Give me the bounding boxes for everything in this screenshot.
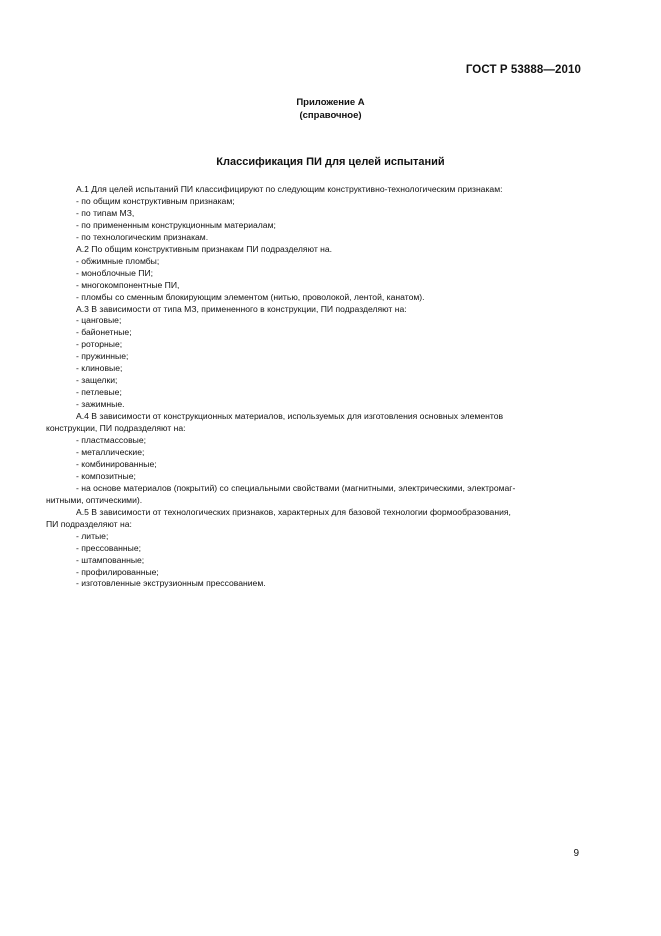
list-item: - роторные; bbox=[76, 339, 123, 350]
list-item: - по примененным конструкционным материалам; bbox=[76, 219, 276, 230]
list-item: - зажимные. bbox=[76, 399, 125, 410]
list-item: - пластмассовые; bbox=[76, 435, 146, 446]
page-number: 9 bbox=[573, 848, 579, 859]
list-item: - штампованные; bbox=[76, 554, 145, 565]
paragraph-line: А.1 Для целей испытаний ПИ классифицируют по следующим конструктивно-технологическим признакам: bbox=[76, 184, 503, 194]
paragraph-line: А.2 По общим конструктивным признакам ПИ подразделяют на. bbox=[76, 243, 333, 254]
paragraph-line: нитными, оптическими). bbox=[46, 494, 143, 505]
list-item: - пружинные; bbox=[76, 351, 129, 362]
annex-status: (справочное) bbox=[299, 110, 362, 121]
paragraph-line: А.5 В зависимости от технологических признаков, характерных для базовой технологии формообразования, bbox=[76, 506, 511, 517]
list-item: - пломбы со сменным блокирующим элементом (нитью, проволокой, лентой, канатом). bbox=[76, 291, 425, 302]
list-item: - композитные; bbox=[76, 470, 136, 481]
list-item: - цанговые; bbox=[76, 315, 122, 326]
list-item: - изготовленные экструзионным прессованием. bbox=[76, 578, 266, 589]
list-item: - многокомпонентные ПИ, bbox=[76, 279, 180, 290]
list-item: - профилированные; bbox=[76, 566, 159, 577]
section-heading: Классификация ПИ для целей испытаний bbox=[216, 156, 445, 168]
list-item: - прессованные; bbox=[76, 542, 142, 553]
annex-heading bbox=[0, 96, 661, 122]
list-item: - обжимные пломбы; bbox=[76, 255, 160, 266]
list-item: - литые; bbox=[76, 530, 109, 541]
list-item: - по типам МЗ, bbox=[76, 207, 135, 218]
list-item: - моноблочные ПИ; bbox=[76, 267, 154, 278]
paragraph-line: конструкции, ПИ подразделяют на: bbox=[46, 423, 186, 434]
paragraph-line: ПИ подразделяют на: bbox=[46, 518, 132, 529]
list-item: - клиновые; bbox=[76, 363, 123, 374]
list-item: - байонетные; bbox=[76, 327, 132, 338]
standard-code: ГОСТ Р 53888—2010 bbox=[465, 64, 581, 76]
list-item: - петлевые; bbox=[76, 387, 122, 398]
list-item: - металлические; bbox=[76, 446, 145, 457]
list-item: - по технологическим признакам. bbox=[76, 231, 209, 242]
body-text bbox=[46, 184, 582, 590]
list-item: - по общим конструктивным признакам; bbox=[76, 195, 235, 206]
list-item: - защелки; bbox=[76, 375, 118, 386]
paragraph-line: А.4 В зависимости от конструкционных материалов, используемых для изготовления основных элементов bbox=[76, 411, 504, 422]
annex-title: Приложение А bbox=[296, 97, 365, 108]
list-item: - комбинированные; bbox=[76, 458, 157, 469]
list-item: - на основе материалов (покрытий) со специальными свойствами (магнитными, электрическими, электромаг- bbox=[76, 482, 516, 493]
paragraph-line: А.3 В зависимости от типа МЗ, примененного в конструкции, ПИ подразделяют на: bbox=[76, 303, 407, 314]
